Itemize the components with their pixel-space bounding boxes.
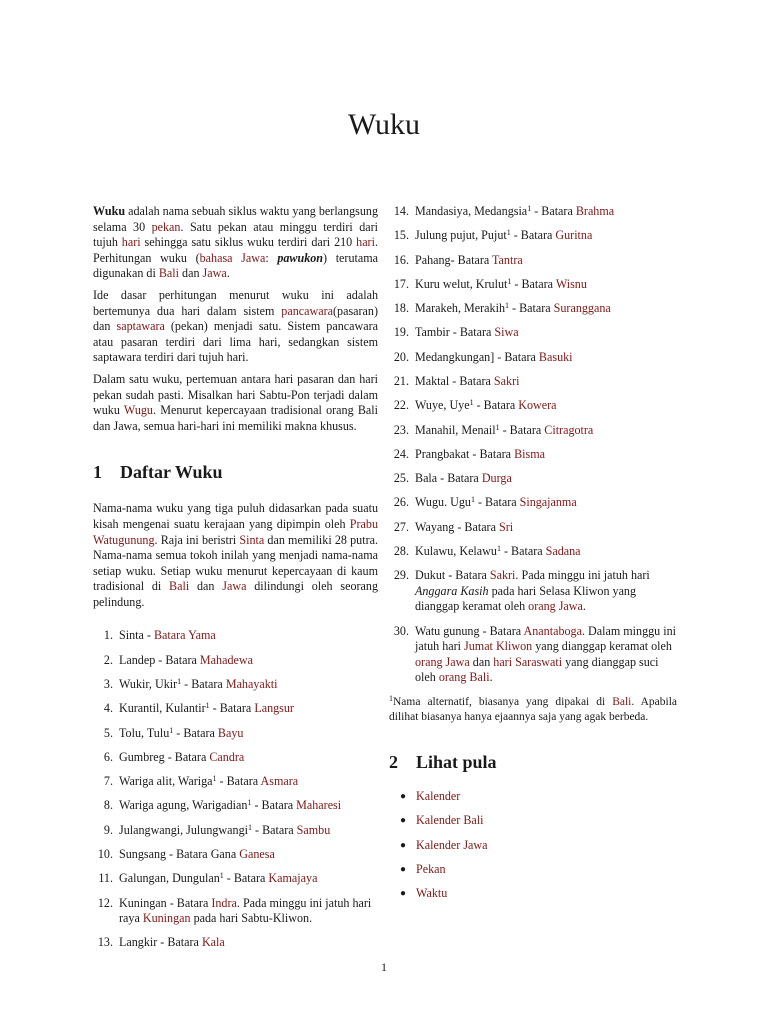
inline-link[interactable]: Wugu (123, 403, 153, 418)
footnote-marker: 1 (177, 677, 182, 687)
inline-link[interactable]: Sambu (296, 822, 331, 837)
bullet-icon: ● (400, 790, 407, 802)
list-number: 27. (393, 519, 409, 534)
wuku-list-item (93, 935, 378, 951)
wuku-list-item (93, 871, 378, 887)
text-run: Julung pujut, Pujut (415, 228, 507, 243)
see-also-link[interactable]: Kalender (416, 788, 461, 803)
text-run: (pekan) menjadi satu. Sistem pancawara atau pasaran terdiri dari lima hari, sedangkan sistem saptawara terdiri dari tujuh hari. (93, 319, 378, 365)
text-run: - Batara (511, 276, 556, 291)
text-run: Wukir, Ukir (119, 677, 178, 692)
inline-link[interactable]: Batara Yama (153, 628, 216, 643)
text-run: Landep - Batara (119, 652, 200, 667)
inline-link[interactable]: saptawara (116, 319, 165, 334)
text-run: . Satu pekan atau minggu terdiri dari tujuh (93, 219, 379, 250)
text-run: pada hari Sabtu-Kliwon. (190, 911, 313, 926)
text-run: - Batara (251, 798, 297, 813)
inline-link[interactable]: orang Jawa (528, 599, 583, 614)
right-column (389, 204, 677, 911)
intro-paragraph (93, 204, 378, 282)
intro-paragraph (93, 288, 378, 366)
text-run: Mandasiya, Medangsia (415, 204, 528, 218)
text-run: - Batara (499, 422, 545, 437)
text-run: Ide dasar perhitungan menurut wuku ini adalah bertemunya dua hari dalam sistem (93, 287, 378, 318)
inline-link[interactable]: Singajanma (519, 495, 577, 510)
wuku-list-item (389, 301, 677, 317)
text-run: : (265, 250, 278, 265)
section-heading-daftar-wuku (93, 461, 378, 483)
inline-link[interactable]: bahasa Jawa (199, 250, 266, 265)
text-run: - Batara (474, 495, 520, 510)
text-run: pawukon (277, 250, 324, 265)
text-run: Wariga alit, Wariga (119, 774, 213, 789)
text-run: Prangbakat - Batara (415, 446, 515, 461)
text-run: Dalam satu wuku, pertemuan antara hari pasaran dan hari pekan sudah pasti. Misalkan hari Sabtu-Pon terjadi dalam wuku (93, 371, 378, 418)
see-also-link[interactable]: Kalender Bali (416, 813, 484, 828)
inline-link[interactable]: Candra (209, 749, 245, 764)
inline-link[interactable]: orang Jawa (415, 654, 470, 669)
inline-link[interactable]: Sinta (239, 532, 265, 547)
inline-link[interactable]: Anantaboga (523, 623, 582, 638)
footnote-marker: 1 (469, 398, 474, 408)
text-run: - Batara (252, 822, 297, 837)
list-number: 4. (103, 701, 113, 716)
text-run: Medangkungan] - Batara (415, 349, 539, 364)
see-also-item (389, 838, 677, 854)
text-run: - Batara (223, 871, 269, 886)
list-number: 8. (103, 798, 113, 813)
footnote-marker: 1 (496, 543, 501, 553)
inline-link[interactable]: Kuningan (142, 911, 191, 926)
inline-link[interactable]: Bali (612, 695, 632, 708)
text-run: . (489, 670, 493, 685)
inline-link[interactable]: Mahayakti (225, 677, 278, 692)
text-run: dan (179, 266, 203, 281)
footnote-marker: 1 (505, 301, 509, 311)
text-run: Kulawu, Kelawu (415, 543, 497, 558)
text-run: . (582, 599, 586, 614)
list-number: 21. (393, 373, 409, 388)
text-run: - Batara (181, 677, 226, 692)
text-run: . Apabila dilihat biasanya hanya ejaannya saja yang agak berbeda. (389, 695, 677, 723)
section-number: 2 (389, 751, 398, 772)
list-number: 14. (393, 204, 409, 218)
list-number: 26. (393, 495, 409, 510)
wuku-list-item (93, 823, 378, 839)
inline-link[interactable]: Asmara (260, 774, 299, 789)
text-run: ) terutama digunakan di (93, 250, 379, 281)
text-run: Wayang - Batara (415, 519, 499, 534)
bullet-icon: ● (400, 815, 407, 827)
wuku-list-item (93, 896, 378, 927)
list-number: 19. (393, 325, 409, 340)
wuku-list-item (389, 374, 677, 390)
text-run: . (226, 266, 230, 281)
list-number: 12. (97, 895, 113, 910)
text-run: Langkir - Batara (119, 935, 202, 950)
inline-link[interactable]: Kowera (518, 398, 557, 413)
inline-link[interactable]: Indra (211, 895, 237, 910)
list-number: 23. (393, 422, 409, 437)
text-run: Wuku (93, 204, 126, 218)
text-run: - Batara (510, 228, 556, 243)
footnote-marker: 1 (389, 693, 393, 703)
bullet-icon: ● (400, 888, 407, 900)
inline-link[interactable]: Tantra (492, 252, 523, 267)
inline-link[interactable]: Wisnu (555, 276, 587, 291)
text-run: Watu gunung - Batara (415, 623, 524, 638)
text-run: Kuru welut, Krulut (415, 276, 508, 291)
footnote-marker: 1 (507, 276, 512, 286)
list-number: 11. (98, 871, 113, 886)
text-run: yang dianggap suci oleh (415, 654, 659, 685)
text-run: Nama alternatif, biasanya yang dipakai di (393, 695, 613, 708)
list-number: 7. (103, 774, 113, 789)
inline-link[interactable]: Bayu (217, 725, 244, 740)
footnote-marker: 1 (205, 701, 210, 711)
inline-link[interactable]: Langsur (254, 701, 294, 716)
text-run: Sinta - (119, 628, 154, 643)
list-number: 18. (393, 301, 409, 316)
text-run: yang dianggap keramat oleh (532, 639, 672, 654)
inline-link[interactable]: Bali (169, 579, 190, 594)
text-run: - Batara (216, 774, 261, 789)
see-also-link[interactable]: Waktu (416, 886, 448, 901)
inline-link[interactable]: Sakri (489, 568, 516, 583)
text-run: Wariga agung, Warigadian (119, 798, 248, 813)
section-number: 1 (93, 462, 102, 483)
footnote-marker: 1 (219, 871, 224, 881)
text-run: . Pada minggu ini jatuh hari (515, 568, 650, 583)
page-title: Wuku (347, 108, 421, 141)
wuku-list-item (93, 847, 378, 863)
text-run: Bala - Batara (415, 471, 482, 486)
inline-link[interactable]: Maharesi (296, 798, 342, 813)
list-number: 25. (393, 471, 409, 486)
see-also-item (389, 886, 677, 902)
inline-link[interactable]: Mahadewa (199, 652, 253, 667)
wuku-list-continued (389, 204, 677, 686)
inline-link[interactable]: Suranggana (553, 301, 611, 316)
text-run: Kuningan - Batara (119, 895, 212, 910)
text-run: - Batara (500, 543, 546, 558)
text-run: . Dalam minggu ini jatuh hari (415, 623, 677, 654)
intro-paragraph (93, 372, 378, 434)
inline-link[interactable]: Sri (498, 519, 514, 534)
wuku-list-item (389, 544, 677, 560)
see-also-link[interactable]: Kalender Jawa (416, 837, 488, 852)
inline-link[interactable]: Brahma (575, 204, 615, 218)
text-run: - Batara (209, 701, 255, 716)
inline-link[interactable]: Siwa (494, 325, 519, 340)
text-run: (pasaran) dan (93, 303, 378, 334)
inline-link[interactable]: pekan (151, 219, 181, 234)
text-run: . Perhitungan wuku ( (93, 235, 378, 265)
footnote-marker: 1 (527, 204, 532, 213)
inline-link[interactable]: Durga (481, 471, 512, 486)
list-number: 30. (393, 623, 409, 638)
see-also-list (389, 789, 677, 902)
list-number: 15. (393, 228, 409, 243)
text-run: Anggara Kasih (415, 583, 489, 598)
inline-link[interactable]: Bali (158, 266, 179, 281)
wuku-list-item (389, 520, 677, 536)
list-number: 22. (393, 398, 409, 413)
inline-link[interactable]: Jawa (222, 579, 247, 594)
wuku-list-item (93, 701, 378, 717)
inline-link[interactable]: Basuki (538, 349, 573, 364)
wuku-list-item (389, 471, 677, 487)
see-also-item (389, 813, 677, 829)
inline-link[interactable]: Kamajaya (268, 871, 318, 886)
inline-link[interactable]: orang Bali (438, 670, 490, 685)
wuku-list-item (93, 750, 378, 766)
list-number: 10. (97, 847, 113, 861)
list-number: 29. (393, 568, 409, 583)
wuku-list-item (93, 726, 378, 742)
inline-link[interactable]: Bisma (514, 446, 545, 461)
wuku-list-item (389, 325, 677, 341)
text-run: dilindungi oleh seorang pelindung. (93, 579, 378, 609)
text-run: - Batara (509, 301, 554, 316)
text-run: Manahil, Menail (415, 422, 496, 437)
list-number: 16. (393, 252, 409, 267)
list-number: 13. (97, 935, 113, 950)
footnote-marker: 1 (248, 822, 252, 832)
wuku-list-item (389, 624, 677, 686)
see-also-item (389, 862, 677, 878)
wuku-list-item (389, 495, 677, 511)
footnote (389, 695, 677, 725)
list-number: 24. (393, 446, 409, 461)
section-title: Daftar Wuku (120, 462, 223, 483)
inline-link[interactable]: hari Saraswati (493, 654, 563, 669)
bullet-icon: ● (400, 839, 407, 851)
list-number: 6. (103, 749, 113, 764)
text-run: Gumbreg - Batara (119, 749, 210, 764)
list-number: 9. (103, 822, 113, 837)
text-run: dan memiliki 28 putra. Nama-nama semua tokoh inilah yang menjadi nama-nama setiap wuku. Setiap wuku menurut kepercayaan di kaum tradisional di (93, 532, 378, 594)
text-run: - Batara (173, 725, 218, 740)
inline-link[interactable]: hari (356, 235, 375, 250)
inline-link[interactable]: Kala (201, 935, 225, 950)
inline-link[interactable]: Jumat Kliwon (464, 639, 533, 654)
list-number: 5. (103, 725, 113, 740)
inline-link[interactable]: Citragotra (544, 422, 594, 437)
text-run: Dukut - Batara (415, 568, 490, 583)
wuku-list-item (389, 253, 677, 269)
inline-link[interactable]: Ganesa (239, 847, 275, 861)
list-number: 17. (393, 276, 409, 291)
inline-link[interactable]: Jawa (202, 266, 227, 281)
see-also-item (389, 789, 677, 805)
inline-link[interactable]: hari (121, 235, 141, 250)
text-run: pada hari Selasa Kliwon yang dianggap keramat oleh (415, 583, 637, 614)
page-number: 1 (381, 960, 387, 974)
text-run: Galungan, Dungulan (119, 871, 220, 886)
text-run: Julangwangi, Julungwangi (119, 822, 248, 837)
wuku-list-item (389, 447, 677, 463)
text-run: Sungsang - Batara Gana (119, 847, 240, 861)
text-run: . Pada minggu ini jatuh hari raya (119, 895, 372, 926)
wuku-list-item (389, 398, 677, 414)
inline-link[interactable]: Sadana (545, 543, 581, 558)
wuku-list-item (389, 423, 677, 439)
section-title: Lihat pula (416, 751, 497, 772)
wuku-list-item (93, 653, 378, 669)
text-run: dan (189, 579, 223, 594)
text-run: Pahang- Batara (415, 252, 493, 267)
text-run: adalah nama sebuah siklus waktu yang berlangsung selama 30 (93, 204, 378, 234)
footnote-marker: 1 (495, 422, 500, 432)
text-run: . Menurut kepercayaan tradisional orang Bali dan Jawa, semua hari-hari ini memiliki makna khusus. (93, 403, 379, 433)
wuku-list-item (93, 677, 378, 693)
wuku-list (93, 628, 378, 951)
text-run: - Batara (473, 398, 519, 413)
text-run: sehingga satu siklus wuku terdiri dari 210 (140, 235, 357, 250)
text-run: Wuye, Uye (415, 398, 470, 413)
footnote-marker: 1 (169, 725, 174, 735)
list-number: 1. (103, 628, 113, 643)
footnote-marker: 1 (247, 798, 252, 808)
text-run: Wugu. Ugu (415, 495, 471, 510)
text-run: Tambir - Batara (415, 325, 495, 340)
section-paragraph (93, 501, 378, 610)
see-also-link[interactable]: Pekan (416, 861, 446, 876)
footnote-marker: 1 (506, 228, 511, 238)
list-number: 3. (103, 677, 113, 692)
section-heading-lihat-pula (389, 751, 677, 773)
text-run: Kurantil, Kulantir (119, 701, 206, 716)
inline-link[interactable]: pancawara (281, 303, 333, 318)
left-column (93, 204, 378, 960)
wuku-list-item (389, 204, 677, 220)
list-number: 28. (393, 543, 409, 558)
inline-link[interactable]: Sakri (493, 373, 520, 388)
text-run: Marakeh, Merakih (415, 301, 505, 316)
list-number: 2. (103, 652, 113, 667)
inline-link[interactable]: Prabu Watugunung (93, 516, 378, 547)
text-run: - Batara (531, 204, 576, 218)
wuku-list-item (389, 350, 677, 366)
wuku-list-item (389, 277, 677, 293)
footnote-marker: 1 (212, 774, 217, 784)
text-run: . Raja ini beristri (154, 532, 240, 547)
wuku-list-item (93, 774, 378, 790)
text-run: dan (469, 654, 494, 669)
text-run: Maktal - Batara (415, 373, 494, 388)
text-run: Nama-nama wuku yang tiga puluh didasarkan pada suatu kisah mengenai suatu kerajaan yang dipimpin oleh (93, 501, 378, 531)
bullet-icon: ● (400, 863, 407, 875)
list-number: 20. (393, 349, 409, 364)
text-run: Tolu, Tulu (119, 725, 170, 740)
wuku-list-item (389, 228, 677, 244)
inline-link[interactable]: Guritna (555, 228, 593, 243)
wuku-list-item (389, 568, 677, 615)
wuku-list-item (93, 798, 378, 814)
wuku-list-item (93, 628, 378, 644)
footnote-marker: 1 (470, 495, 475, 505)
